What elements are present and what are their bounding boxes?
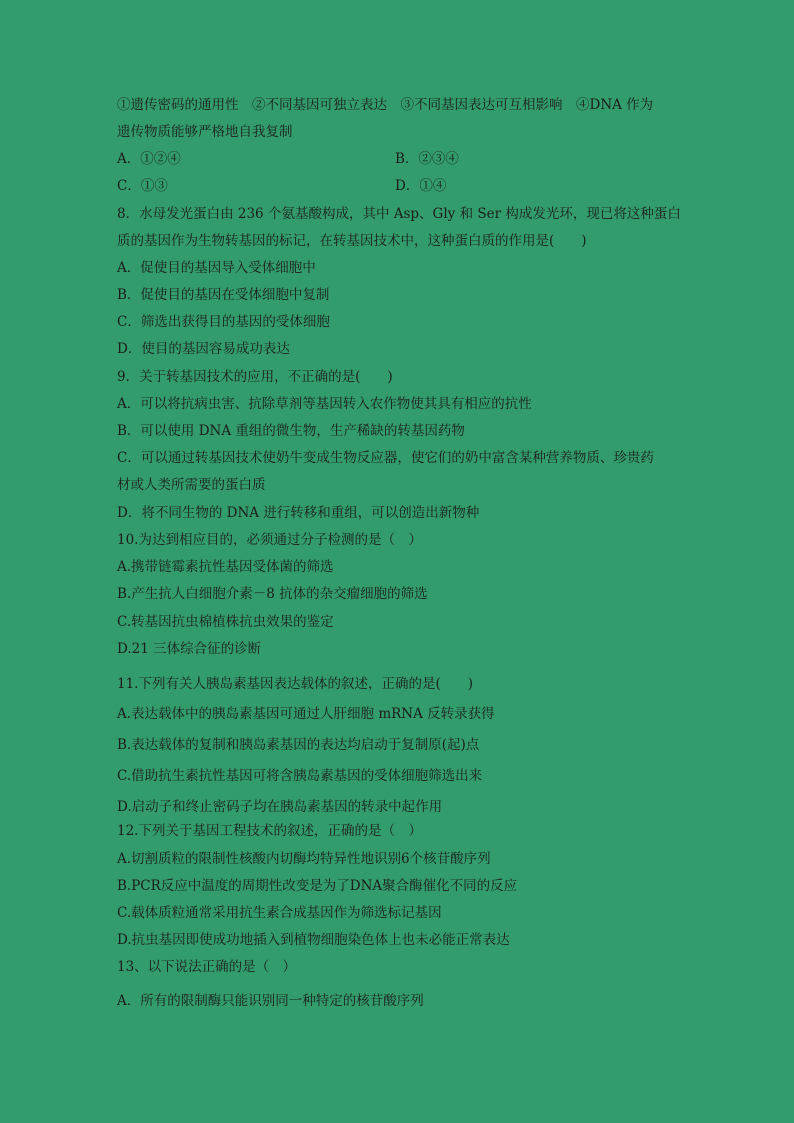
question-9: 9．关于转基因技术的应用，不正确的是( )	[117, 369, 393, 385]
option-b: B．可以使用 DNA 重组的微生物，生产稀缺的转基因药物	[117, 423, 465, 439]
option-d: D.启动子和终止密码子均在胰岛素基因的转录中起作用	[117, 799, 443, 815]
question-8: 8．水母发光蛋白由 236 个氨基酸构成，其中 Asp、Gly 和 Ser 构成发光环，现已将这种蛋白	[117, 206, 681, 222]
text-line: 材或人类所需要的蛋白质	[117, 477, 266, 493]
question-12: 12.下列关于基因工程技术的叙述，正确的是（ ）	[117, 823, 422, 839]
text-line: 遗传物质能够严格地自我复制	[117, 124, 293, 140]
option-b: B.产生抗人白细胞介素－8 抗体的杂交瘤细胞的筛选	[117, 586, 428, 602]
question-10: 10.为达到相应目的，必须通过分子检测的是（ ）	[117, 532, 422, 548]
option-c: C．可以通过转基因技术使奶牛变成生物反应器，使它们的奶中富含某种营养物质、珍贵药	[117, 450, 654, 466]
option-a: A．①②④	[117, 151, 181, 167]
option-a: A.表达载体中的胰岛素基因可通过人肝细胞 mRNA 反转录获得	[117, 706, 495, 722]
option-d: D．①④	[395, 178, 447, 194]
option-b: B．促使目的基因在受体细胞中复制	[117, 287, 330, 303]
option-a: A．可以将抗病虫害、抗除草剂等基因转入农作物使其具有相应的抗性	[117, 396, 532, 412]
option-c: C.载体质粒通常采用抗生素合成基因作为筛选标记基因	[117, 905, 442, 921]
option-d: D.21 三体综合征的诊断	[117, 641, 262, 657]
text-line: ①遗传密码的通用性 ②不同基因可独立表达 ③不同基因表达可互相影响 ④DNA 作为	[117, 97, 654, 113]
option-c: C．筛选出获得目的基因的受体细胞	[117, 314, 330, 330]
option-c: C．①③	[117, 178, 168, 194]
option-c: C.转基因抗虫棉植株抗虫效果的鉴定	[117, 614, 334, 630]
option-b: B．②③④	[395, 151, 459, 167]
option-a: A．促使目的基因导入受体细胞中	[117, 260, 316, 276]
option-d: D．使目的基因容易成功表达	[117, 341, 290, 357]
option-b: B.PCR反应中温度的周期性改变是为了DNA聚合酶催化不同的反应	[117, 878, 518, 894]
question-11: 11.下列有关人胰岛素基因表达载体的叙述，正确的是( )	[117, 676, 474, 692]
question-13: 13、以下说法正确的是（ ）	[117, 959, 297, 975]
option-c: C.借助抗生素抗性基因可将含胰岛素基因的受体细胞筛选出来	[117, 768, 483, 784]
option-b: B.表达载体的复制和胰岛素基因的表达均启动于复制原(起)点	[117, 737, 480, 753]
option-a: A．所有的限制酶只能识别同一种特定的核苷酸序列	[117, 993, 424, 1009]
text-line: 质的基因作为生物转基因的标记，在转基因技术中，这种蛋白质的作用是( )	[117, 233, 587, 249]
option-a: A.携带链霉素抗性基因受体菌的筛选	[117, 559, 334, 575]
option-a: A.切割质粒的限制性核酸内切酶均特异性地识别6个核苷酸序列	[117, 851, 491, 867]
option-d: D.抗虫基因即使成功地插入到植物细胞染色体上也未必能正常表达	[117, 932, 510, 948]
option-d: D．将不同生物的 DNA 进行转移和重组，可以创造出新物种	[117, 505, 480, 521]
